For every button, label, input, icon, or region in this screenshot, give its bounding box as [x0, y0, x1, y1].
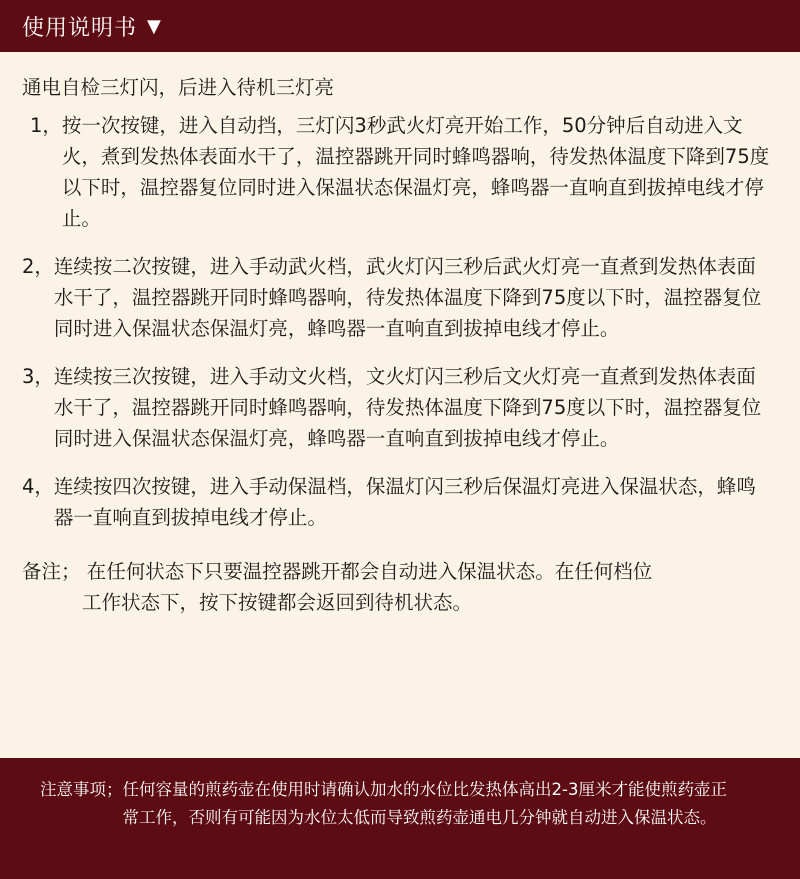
step-text: 连续按三次按键，进入手动文火档，文火灯闪三秒后文火灯亮一直煮到发热体表面水干了，温控器跳开同时蜂鸣器响，待发热体温度下降到75度以下时，温控器复位同时进入保温状态保温灯亮，蜂鸣器一直响直到拔掉电线才停止。: [53, 365, 762, 450]
step-number: 2，: [22, 255, 54, 278]
step-item: [22, 361, 770, 454]
step-text: 连续按四次按键，进入手动保温档，保温灯闪三秒后保温灯亮进入保温状态，蜂鸣器一直响直到拔掉电线才停止。: [53, 475, 756, 529]
step-number: 3，: [22, 365, 54, 388]
instructions-content: [0, 52, 800, 758]
step-item: [22, 251, 770, 344]
remark-section: [22, 556, 770, 618]
step-text: 按一次按键，进入自动挡，三灯闪3秒武火灯亮开始工作，50分钟后自动进入文火，煮到发热体表面水干了，温控器跳开同时蜂鸣器响，待发热体温度下降到75度以下时，温控器复位同时进入保温状态保温灯亮，蜂鸣器一直响直到拔掉电线才停止。: [61, 114, 770, 230]
triangle-down-icon: ▼: [147, 15, 161, 37]
step-number: 4，: [22, 475, 54, 498]
step-item: [22, 110, 770, 234]
intro-text: 通电自检三灯闪，后进入待机三灯亮: [22, 76, 335, 99]
step-number: 1，: [30, 114, 62, 137]
step-text: 连续按二次按键，进入手动武火档，武火灯闪三秒后武火灯亮一直煮到发热体表面水干了，温控器跳开同时蜂鸣器响，待发热体温度下降到75度以下时，温控器复位同时进入保温状态保温灯亮，蜂鸣器一直响直到拔掉电线才停止。: [53, 255, 762, 340]
remark-line-1: 在任何状态下只要温控器跳开都会自动进入保温状态。在任何档位: [86, 560, 653, 583]
page-title: 使用说明书: [22, 15, 138, 41]
remark-label: 备注；: [22, 560, 81, 583]
caution-text: 任何容量的煎药壶在使用时请确认加水的水位比发热体高出2-3厘米才能使煎药壶正常工作，否则有可能因为水位太低而导致煎药壶通电几分钟就自动进入保温状态。: [122, 780, 727, 827]
step-item: [22, 471, 770, 533]
caution-banner: [0, 758, 800, 879]
caution-label: 注意事项；: [40, 780, 123, 799]
remark-body: [22, 560, 770, 618]
header-banner: [0, 0, 800, 52]
remark-line-2: 工作状态下，按下按键都会返回到待机状态。: [82, 591, 473, 614]
